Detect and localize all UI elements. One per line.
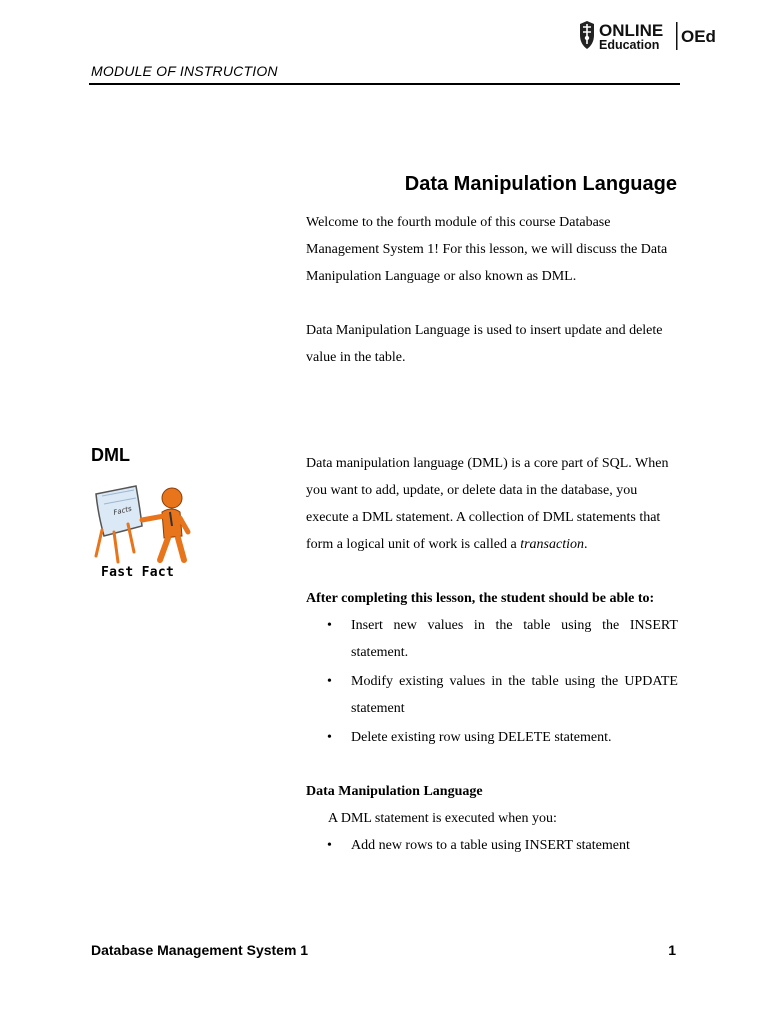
list-item: • Delete existing row using DELETE statement. — [306, 724, 678, 751]
intro-section — [306, 209, 678, 371]
orange-figure-icon — [142, 488, 188, 560]
objectives-list — [306, 612, 678, 751]
intro-paragraph: Welcome to the fourth module of this course Database Management System 1! For this lesson, we will discuss the Data Manipulation Language or also known as DML. — [306, 215, 668, 284]
page-title: Data Manipulation Language — [404, 173, 677, 195]
transaction-term: transaction — [520, 537, 584, 552]
section-intro: A DML statement is executed when you: — [328, 811, 557, 826]
bullet-icon: • — [327, 838, 332, 853]
objectives-heading: After completing this lesson, the student should be able to: — [306, 591, 655, 606]
list-item: • Insert new values in the table using the INSERT statement. — [306, 612, 678, 666]
bullet-icon: • — [327, 674, 332, 689]
intro-paragraph: Data Manipulation Language is used to insert update and delete value in the table. — [306, 323, 663, 365]
dml-paragraph-text: Data manipulation language (DML) is a core part of SQL. When you want to add, update, or delete data in the database, you execute a DML statement. A collection of DML statements that form a logical unit of work is called a — [306, 456, 669, 552]
shield-crest-icon — [580, 21, 594, 49]
bullet-icon: • — [327, 730, 332, 745]
fast-fact-illustration — [88, 482, 192, 566]
side-heading-dml: DML — [91, 445, 130, 465]
fast-fact-caption: Fast Fact — [101, 565, 175, 580]
list-item: • Modify existing values in the table using the UPDATE statement — [306, 668, 678, 722]
dml-paragraph — [306, 450, 678, 558]
svg-text:OEd: OEd — [681, 27, 716, 46]
dml-section — [306, 450, 678, 859]
list-item: • Add new rows to a table using INSERT statement — [306, 832, 678, 859]
module-label: MODULE OF INSTRUCTION — [91, 63, 278, 79]
svg-text:ONLINE: ONLINE — [599, 21, 664, 40]
section-list — [306, 832, 678, 859]
bullet-icon: • — [327, 618, 332, 633]
svg-text:Education: Education — [599, 38, 660, 52]
facts-board-icon — [96, 486, 142, 562]
section-heading: Data Manipulation Language — [306, 784, 483, 799]
online-education-logo — [577, 18, 727, 54]
header-divider — [89, 83, 680, 85]
footer-page-number: 1 — [668, 942, 676, 958]
footer-course-title: Database Management System 1 — [91, 942, 309, 958]
svg-text:Facts: Facts — [112, 504, 133, 517]
dml-paragraph-end: . — [584, 537, 588, 552]
